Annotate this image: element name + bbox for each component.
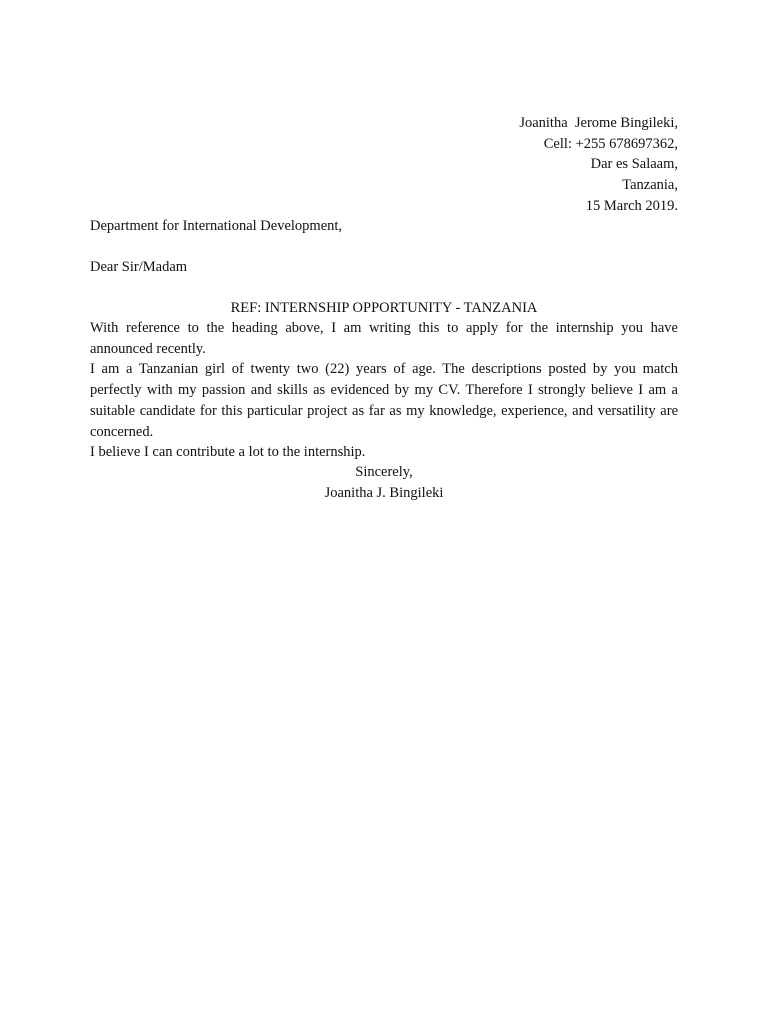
sender-address-block — [358, 113, 678, 217]
letter-body — [90, 318, 678, 463]
sender-city: Dar es Salaam, — [590, 156, 678, 173]
body-paragraph-1: With reference to the heading above, I am writing this to apply for the internship you have announced recently. — [90, 320, 678, 357]
sender-country: Tanzania, — [622, 177, 678, 194]
letter-date: 15 March 2019. — [585, 197, 678, 214]
reference-heading: REF: INTERNSHIP OPPORTUNITY - TANZANIA — [230, 300, 538, 316]
body-paragraph-2: I am a Tanzanian girl of twenty two (22) years of age. The descriptions posted by you match perfectly with my passion and skills as evidenced by my CV. Therefore I strongly believe I am a suitable candidate for this particular project as far as my knowledge, experience, and versatility are concerned. — [90, 361, 678, 440]
salutation: Dear Sir/Madam — [90, 259, 188, 275]
sender-cell: Cell: +255 678697362, — [543, 135, 678, 152]
recipient-line: Department for International Development, — [90, 218, 343, 234]
closing-block — [90, 462, 678, 503]
valediction: Sincerely, — [355, 464, 413, 480]
body-paragraph-3: I believe I can contribute a lot to the internship. — [90, 444, 366, 461]
sender-name: Joanitha Jerome Bingileki, — [519, 115, 678, 131]
signature-name: Joanitha J. Bingileki — [324, 484, 444, 501]
